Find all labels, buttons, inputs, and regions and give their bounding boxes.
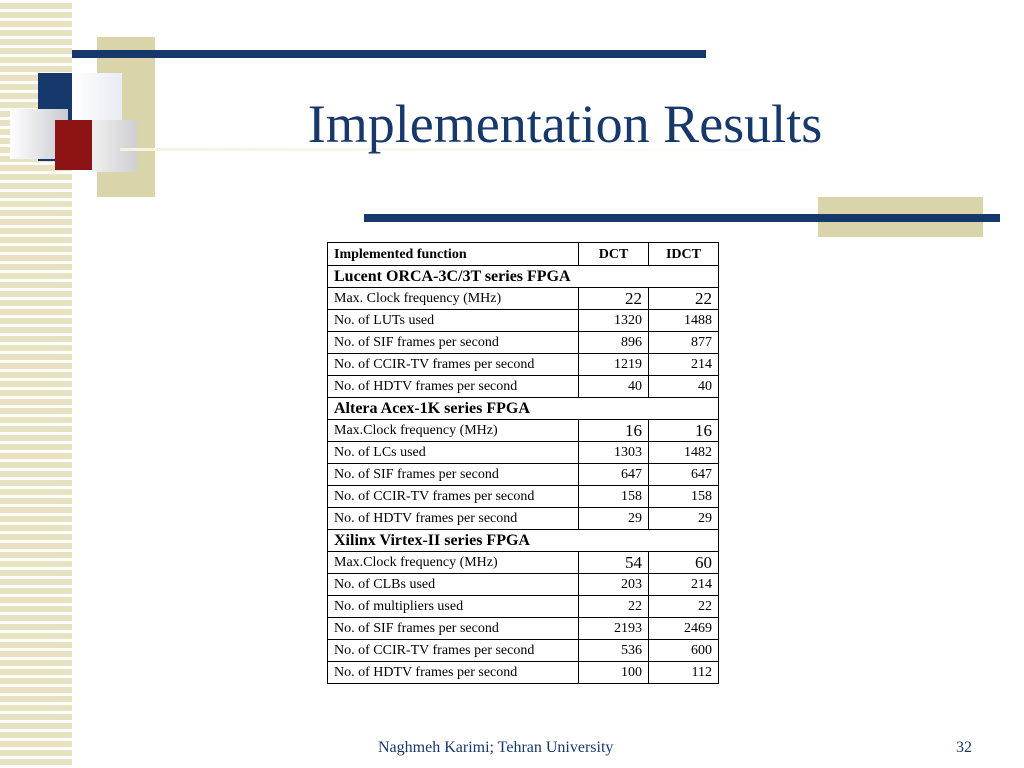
page-number: 32 <box>956 739 972 756</box>
row-idct: 600 <box>649 640 719 662</box>
section-title: Xilinx Virtex-II series FPGA <box>328 530 719 552</box>
section-row <box>328 398 719 420</box>
row-function: No. of HDTV frames per second <box>328 376 579 398</box>
section-row <box>328 530 719 552</box>
row-dct: 22 <box>579 288 649 310</box>
table-row <box>328 618 719 640</box>
row-function: No. of SIF frames per second <box>328 618 579 640</box>
row-function: No. of HDTV frames per second <box>328 508 579 530</box>
row-function: No. of CCIR-TV frames per second <box>328 354 579 376</box>
section-title: Altera Acex-1K series FPGA <box>328 398 719 420</box>
row-dct: 16 <box>579 420 649 442</box>
row-dct: 100 <box>579 662 649 684</box>
table-row <box>328 552 719 574</box>
row-idct: 877 <box>649 332 719 354</box>
table-header-row <box>328 243 719 266</box>
row-idct: 22 <box>649 288 719 310</box>
table-row <box>328 442 719 464</box>
table-row <box>328 574 719 596</box>
row-idct: 40 <box>649 376 719 398</box>
row-function: No. of SIF frames per second <box>328 464 579 486</box>
row-idct: 214 <box>649 574 719 596</box>
decor-bottom-rule <box>364 214 1000 222</box>
row-function: No. of HDTV frames per second <box>328 662 579 684</box>
decor-grey-square-2 <box>92 120 137 172</box>
header-dct: DCT <box>579 243 649 266</box>
row-dct: 647 <box>579 464 649 486</box>
table-row <box>328 376 719 398</box>
row-dct: 203 <box>579 574 649 596</box>
row-dct: 158 <box>579 486 649 508</box>
row-function: No. of CLBs used <box>328 574 579 596</box>
row-dct: 29 <box>579 508 649 530</box>
row-function: No. of LCs used <box>328 442 579 464</box>
table-row <box>328 486 719 508</box>
row-function: No. of multipliers used <box>328 596 579 618</box>
row-idct: 60 <box>649 552 719 574</box>
slide-title: Implementation Results <box>307 94 823 154</box>
row-function: Max.Clock frequency (MHz) <box>328 552 579 574</box>
table-row <box>328 310 719 332</box>
row-idct: 1482 <box>649 442 719 464</box>
row-idct: 29 <box>649 508 719 530</box>
row-function: No. of SIF frames per second <box>328 332 579 354</box>
row-function: No. of CCIR-TV frames per second <box>328 640 579 662</box>
row-idct: 22 <box>649 596 719 618</box>
table-row <box>328 662 719 684</box>
row-idct: 1488 <box>649 310 719 332</box>
row-function: No. of LUTs used <box>328 310 579 332</box>
row-idct: 2469 <box>649 618 719 640</box>
footer-text: Naghmeh Karimi; Tehran University <box>378 739 614 756</box>
row-dct: 1320 <box>579 310 649 332</box>
table-row <box>328 640 719 662</box>
decor-top-rule <box>72 50 706 58</box>
table-row <box>328 420 719 442</box>
row-dct: 54 <box>579 552 649 574</box>
row-idct: 214 <box>649 354 719 376</box>
row-dct: 896 <box>579 332 649 354</box>
row-function: Max.Clock frequency (MHz) <box>328 420 579 442</box>
row-idct: 112 <box>649 662 719 684</box>
decor-red-square <box>55 120 95 170</box>
row-idct: 647 <box>649 464 719 486</box>
results-table <box>327 242 719 684</box>
row-dct: 1303 <box>579 442 649 464</box>
table-row <box>328 288 719 310</box>
table-row <box>328 332 719 354</box>
table-row <box>328 464 719 486</box>
header-idct: IDCT <box>649 243 719 266</box>
section-title: Lucent ORCA-3C/3T series FPGA <box>328 266 719 288</box>
row-dct: 1219 <box>579 354 649 376</box>
row-function: Max. Clock frequency (MHz) <box>328 288 579 310</box>
row-dct: 2193 <box>579 618 649 640</box>
header-function: Implemented function <box>328 243 579 266</box>
row-dct: 536 <box>579 640 649 662</box>
table-row <box>328 354 719 376</box>
row-function: No. of CCIR-TV frames per second <box>328 486 579 508</box>
table-row <box>328 596 719 618</box>
row-idct: 158 <box>649 486 719 508</box>
table-row <box>328 508 719 530</box>
row-dct: 22 <box>579 596 649 618</box>
table-body <box>328 266 719 684</box>
row-idct: 16 <box>649 420 719 442</box>
section-row <box>328 266 719 288</box>
row-dct: 40 <box>579 376 649 398</box>
